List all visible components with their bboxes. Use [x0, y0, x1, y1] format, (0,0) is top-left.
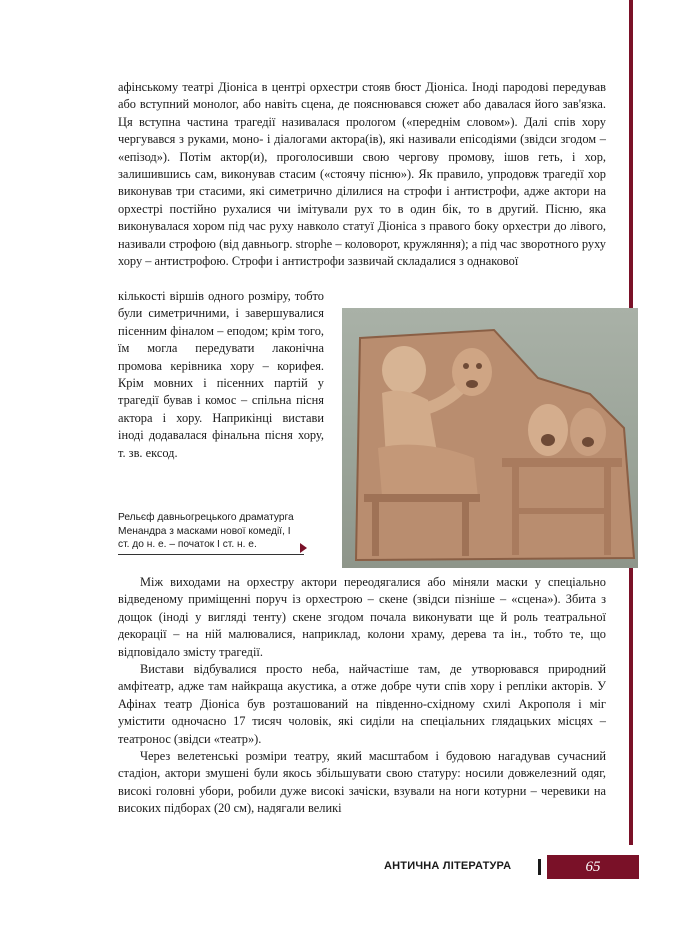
menander-relief-image — [342, 308, 638, 568]
paragraph-amphitheatre: Вистави відбувалися просто неба, найчастіше там, де утворювався природний амфітеатр, адже там найкраща акустика, а отже добре чути спів хору і репліки акторів. У Афінах театр Діоніса був розташований на південно-східному схилі Акрополя і міг умістити одночасно 17 тисяч чоловік, які сиділи на спеціальних глядацьких місцях – театронос (звідси «театр»). — [118, 662, 606, 746]
left-column-text — [118, 288, 324, 462]
image-caption — [118, 511, 304, 552]
left-column-paragraph: кількості віршів одного розміру, тобто були симетричними, і завершувалися пісенним фіналом – еподом; крім того, їм могла передувати лаконічна промова керівника хору – корифея. Крім мовних і пісенних партій у трагедії бував і комос – спільна пісня актора і хору. Наприкінці вистави іноді додавалася фінальна пісня хору, т. зв. ексод. — [118, 289, 324, 460]
paragraph-costume: Через велетенські розміри театру, який масштабом і будовою нагадував сучасний стадіон, актори змушені були якось збільшувати свою статуру: носили довжелезний одяг, високі головні убори, робили дуже високі зачіски, взували на ноги котурни – черевики на високих підборах (20 см), надягали великі — [118, 749, 606, 816]
top-paragraph: афінському театрі Діоніса в центрі орхестри стояв бюст Діоніса. Іноді пародові передував або вступний монолог, або навіть сцена, де пояснювався сюжет або давалася його зав'язка. Ця вступна частина трагедії називалася прологом («переднім словом»). Далі спів хору чергувався з руками, моно- і діалогами актора(ів), які називали епісодіями (звідси згодом – «епізод»). Потім актор(и), проголосивши свою чергову промову, ішов геть, і хор, залишившись сам, виконував стасим («стоячу пісню»). Як правило, упродовж трагедії хор виконував три стасими, які симетрично ділилися на строфи і антистрофи, адже актори на орхестрі постійно рухалися чи імітували рух то в один бік, то в другий. Пісню, яка виконувалася хором під час руху навколо статуї Діоніса з правого боку орхестри до лівого, називали строфою (від давньогр. strophe – коловорот, кружляння); а під час зворотного руху хору – антистрофою. Строфи і антистрофи зазвичай складалися з однакової — [118, 80, 606, 269]
page-number-badge: 65 — [547, 855, 639, 879]
caption-underline — [118, 554, 304, 555]
caption-pointer-icon — [300, 543, 307, 553]
top-text-block — [118, 79, 606, 270]
caption-text: Рельєф давньогрецького драматурга Менандра з масками нової комедії, I ст. до н. е. – початок I ст. н. е. — [118, 512, 294, 550]
bottom-text-block — [118, 574, 606, 818]
footer-section-label: АНТИЧНА ЛІТЕРАТУРА — [384, 860, 512, 872]
footer-separator — [538, 859, 541, 875]
paragraph-skene: Між виходами на орхестру актори переодягалися або міняли маски у спеціально відведеному приміщенні поруч із орхестрою – скене (звідси пізніше – «сцена»). Збита з дощок (іноді у вигляді тенту) скене згодом почала виконувати ще й роль театральної декорації – на ній малювалися, наприклад, колони храму, дерева та ін., тобто те, що відповідало змісту трагедії. — [118, 575, 606, 659]
relief-illustration — [342, 308, 638, 568]
